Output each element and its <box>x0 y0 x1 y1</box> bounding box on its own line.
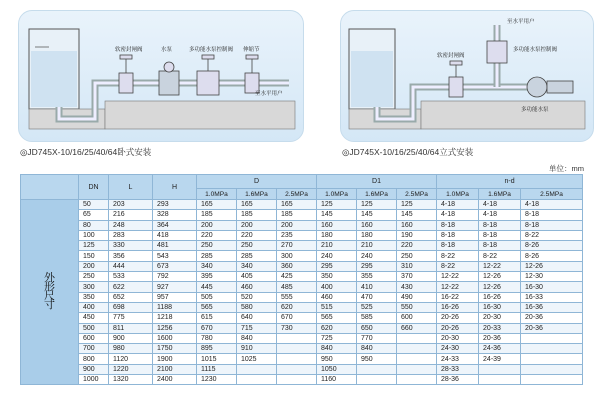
table-cell: 950 <box>357 354 397 364</box>
table-row <box>21 354 583 364</box>
table-cell: 8-18 <box>479 241 521 251</box>
header-dn: DN <box>79 175 109 200</box>
table-cell: 160 <box>397 220 437 230</box>
table-cell: 160 <box>357 220 397 230</box>
table-cell: 216 <box>109 210 153 220</box>
table-cell: 180 <box>357 230 397 240</box>
table-cell: 125 <box>317 200 357 210</box>
table-cell: 715 <box>237 323 277 333</box>
table-cell: 500 <box>79 323 109 333</box>
label-pump-right: 多功能水泵 <box>521 107 549 113</box>
table-cell: 620 <box>277 302 317 312</box>
table-cell: 770 <box>357 333 397 343</box>
table-cell: 16-36 <box>521 302 583 312</box>
table-cell: 1320 <box>109 375 153 385</box>
table-cell: 250 <box>79 272 109 282</box>
table-cell <box>277 354 317 364</box>
table-cell: 895 <box>197 344 237 354</box>
table-cell: 622 <box>109 282 153 292</box>
table-cell: 8-22 <box>437 251 479 261</box>
table-cell: 295 <box>357 261 397 271</box>
table-cell: 670 <box>277 313 317 323</box>
table-row <box>21 200 583 210</box>
table-cell: 520 <box>237 292 277 302</box>
table-cell: 450 <box>79 313 109 323</box>
table-cell: 12-26 <box>479 272 521 282</box>
table-cell: 200 <box>79 261 109 271</box>
table-cell: 203 <box>109 200 153 210</box>
table-cell: 24-36 <box>479 344 521 354</box>
side-label-char: 尺 <box>44 290 55 303</box>
table-cell: 780 <box>197 333 237 343</box>
table-cell: 470 <box>357 292 397 302</box>
table-cell: 125 <box>357 200 397 210</box>
vertical-install-diagram <box>340 10 594 142</box>
label-control-valve-right: 多功能水泵控制阀 <box>513 47 558 53</box>
table-row <box>21 230 583 240</box>
table-cell <box>397 354 437 364</box>
table-cell: 12-26 <box>479 282 521 292</box>
table-cell: 200 <box>197 220 237 230</box>
table-cell: 900 <box>109 333 153 343</box>
table-cell: 1050 <box>317 364 357 374</box>
table-cell: 515 <box>317 302 357 312</box>
horizontal-install-drawing <box>19 11 303 141</box>
table-cell <box>277 333 317 343</box>
table-cell: 20-36 <box>479 333 521 343</box>
table-cell: 295 <box>317 261 357 271</box>
table-cell: 910 <box>237 344 277 354</box>
table-cell: 800 <box>79 354 109 364</box>
table-cell: 565 <box>317 313 357 323</box>
side-label <box>21 200 79 385</box>
table-cell: 220 <box>237 230 277 240</box>
table-cell: 580 <box>237 302 277 312</box>
label-gate-valve-right: 软密封闸阀 <box>437 53 465 59</box>
table-row <box>21 364 583 374</box>
table-cell <box>237 364 277 374</box>
header-d1: D1 <box>317 175 437 189</box>
table-cell: 20-33 <box>479 323 521 333</box>
header-d: D <box>197 175 317 189</box>
table-cell <box>397 344 437 354</box>
table-cell <box>277 375 317 385</box>
side-label-char: 寸 <box>44 299 55 312</box>
table-cell: 24-39 <box>479 354 521 364</box>
table-row <box>21 344 583 354</box>
table-cell <box>521 375 583 385</box>
table-cell: 405 <box>237 272 277 282</box>
table-cell: 65 <box>79 210 109 220</box>
table-cell: 185 <box>277 210 317 220</box>
table-cell: 250 <box>237 241 277 251</box>
table-cell: 481 <box>153 241 197 251</box>
table-cell: 615 <box>197 313 237 323</box>
table-cell: 220 <box>197 230 237 240</box>
table-cell <box>397 333 437 343</box>
table-cell: 1160 <box>317 375 357 385</box>
table-cell: 340 <box>237 261 277 271</box>
table-cell: 950 <box>317 354 357 364</box>
table-row <box>21 220 583 230</box>
table-cell: 550 <box>397 302 437 312</box>
table-cell <box>277 364 317 374</box>
table-cell: 775 <box>109 313 153 323</box>
table-cell: 20-36 <box>521 323 583 333</box>
table-cell: 20-30 <box>437 333 479 343</box>
table-cell: 293 <box>153 200 197 210</box>
table-cell: 840 <box>357 344 397 354</box>
table-cell: 565 <box>197 302 237 312</box>
table-cell: 4-18 <box>479 200 521 210</box>
table-cell: 652 <box>109 292 153 302</box>
table-cell: 300 <box>277 251 317 261</box>
table-cell: 927 <box>153 282 197 292</box>
horizontal-install-caption: ◎JD745X-10/16/25/40/64卧式安装 <box>20 147 152 157</box>
table-cell: 673 <box>153 261 197 271</box>
table-cell: 235 <box>277 230 317 240</box>
table-row <box>21 210 583 220</box>
label-gate-valve: 软密封闸阀 <box>115 47 143 53</box>
pressure-header: 1.0MPa <box>437 189 479 200</box>
table-cell: 4-18 <box>479 210 521 220</box>
table-cell: 4-18 <box>437 200 479 210</box>
table-cell: 330 <box>109 241 153 251</box>
dimension-table <box>20 174 583 385</box>
table-cell: 12-22 <box>437 282 479 292</box>
table-cell: 900 <box>79 364 109 374</box>
unit-label: 单位：mm <box>549 164 584 173</box>
table-cell: 8-18 <box>479 230 521 240</box>
corner-header <box>21 175 79 200</box>
table-cell: 250 <box>197 241 237 251</box>
table-cell: 1900 <box>153 354 197 364</box>
table-cell: 525 <box>357 302 397 312</box>
table-cell <box>521 364 583 374</box>
table-cell: 395 <box>197 272 237 282</box>
side-label-char: 形 <box>44 281 55 294</box>
table-cell: 8-18 <box>437 220 479 230</box>
pressure-header: 1.6MPa <box>479 189 521 200</box>
table-row <box>21 323 583 333</box>
table-cell: 145 <box>317 210 357 220</box>
pressure-header: 1.0MPa <box>197 189 237 200</box>
table-cell <box>277 344 317 354</box>
table-cell: 811 <box>109 323 153 333</box>
table-cell: 980 <box>109 344 153 354</box>
table-cell: 725 <box>317 333 357 343</box>
table-cell: 16-30 <box>479 302 521 312</box>
table-cell: 350 <box>317 272 357 282</box>
table-cell: 4-18 <box>437 210 479 220</box>
table-cell: 418 <box>153 230 197 240</box>
table-cell: 20-26 <box>437 313 479 323</box>
table-cell: 355 <box>357 272 397 282</box>
table-cell: 20-26 <box>437 323 479 333</box>
table-cell: 240 <box>357 251 397 261</box>
table-cell: 620 <box>317 323 357 333</box>
table-cell: 145 <box>357 210 397 220</box>
table-cell: 220 <box>397 241 437 251</box>
table-cell: 16-26 <box>479 292 521 302</box>
table-cell: 285 <box>237 251 277 261</box>
header-l: L <box>109 175 153 200</box>
table-cell: 640 <box>237 313 277 323</box>
table-cell: 210 <box>357 241 397 251</box>
table-cell: 16-22 <box>437 292 479 302</box>
table-cell: 12-22 <box>437 272 479 282</box>
table-cell: 356 <box>109 251 153 261</box>
table-cell: 410 <box>357 282 397 292</box>
table-cell: 285 <box>197 251 237 261</box>
table-cell: 364 <box>153 220 197 230</box>
table-cell: 1000 <box>79 375 109 385</box>
table-cell: 8-22 <box>479 251 521 261</box>
table-cell: 485 <box>277 282 317 292</box>
table-cell: 80 <box>79 220 109 230</box>
table-cell: 8-22 <box>521 230 583 240</box>
table-row <box>21 375 583 385</box>
table-cell: 340 <box>197 261 237 271</box>
header-h: H <box>153 175 197 200</box>
table-cell: 1230 <box>197 375 237 385</box>
table-row <box>21 302 583 312</box>
table-cell: 28-33 <box>437 364 479 374</box>
table-cell: 840 <box>237 333 277 343</box>
table-cell <box>397 364 437 374</box>
table-cell: 505 <box>197 292 237 302</box>
table-cell: 125 <box>397 200 437 210</box>
table-cell <box>357 364 397 374</box>
table-cell: 1015 <box>197 354 237 364</box>
table-cell: 600 <box>79 333 109 343</box>
table-cell: 12-30 <box>521 272 583 282</box>
horizontal-install-diagram <box>18 10 304 142</box>
table-cell: 1218 <box>153 313 197 323</box>
table-cell: 270 <box>277 241 317 251</box>
table-cell: 730 <box>277 323 317 333</box>
table-cell: 200 <box>237 220 277 230</box>
table-cell: 430 <box>397 282 437 292</box>
label-expansion-joint: 伸缩节 <box>243 47 260 53</box>
table-cell: 240 <box>317 251 357 261</box>
table-cell: 585 <box>357 313 397 323</box>
pressure-header: 2.5MPa <box>397 189 437 200</box>
table-cell: 1220 <box>109 364 153 374</box>
table-cell: 165 <box>277 200 317 210</box>
table-cell: 400 <box>79 302 109 312</box>
table-cell <box>521 354 583 364</box>
label-pump: 水泵 <box>161 47 173 53</box>
table-cell: 2400 <box>153 375 197 385</box>
table-row <box>21 272 583 282</box>
table-cell: 1188 <box>153 302 197 312</box>
table-cell <box>479 375 521 385</box>
table-cell: 185 <box>197 210 237 220</box>
table-cell: 16-33 <box>521 292 583 302</box>
table-cell: 100 <box>79 230 109 240</box>
table-cell: 1600 <box>153 333 197 343</box>
table-cell: 555 <box>277 292 317 302</box>
table-cell: 8-18 <box>479 220 521 230</box>
label-to-user-right: 至水平用户 <box>507 19 535 25</box>
table-cell: 20-30 <box>479 313 521 323</box>
table-cell: 490 <box>397 292 437 302</box>
table-cell: 460 <box>237 282 277 292</box>
table-cell: 1120 <box>109 354 153 364</box>
table-cell: 250 <box>397 251 437 261</box>
table-cell: 185 <box>237 210 277 220</box>
table-cell: 425 <box>277 272 317 282</box>
table-cell: 8-18 <box>521 220 583 230</box>
table-cell: 543 <box>153 251 197 261</box>
table-cell: 650 <box>357 323 397 333</box>
table-cell: 400 <box>317 282 357 292</box>
table-cell: 1750 <box>153 344 197 354</box>
label-control-valve: 多功能水泵控制阀 <box>189 47 234 53</box>
table-cell: 16-26 <box>437 302 479 312</box>
table-row <box>21 313 583 323</box>
table-cell: 12-26 <box>521 261 583 271</box>
table-cell: 8-18 <box>521 210 583 220</box>
table-cell: 180 <box>317 230 357 240</box>
table-row <box>21 292 583 302</box>
table-cell: 150 <box>79 251 109 261</box>
table-cell: 12-22 <box>479 261 521 271</box>
table-cell: 20-36 <box>521 313 583 323</box>
side-label-char: 外 <box>44 272 55 285</box>
table-cell <box>397 375 437 385</box>
table-row <box>21 333 583 343</box>
table-cell: 300 <box>79 282 109 292</box>
table-body <box>21 200 583 385</box>
table-cell: 460 <box>317 292 357 302</box>
table-cell: 165 <box>197 200 237 210</box>
table-cell: 248 <box>109 220 153 230</box>
table-cell: 125 <box>79 241 109 251</box>
table-cell: 350 <box>79 292 109 302</box>
table-cell: 310 <box>397 261 437 271</box>
table-cell: 200 <box>277 220 317 230</box>
table-cell: 24-33 <box>437 354 479 364</box>
table-cell: 190 <box>397 230 437 240</box>
table-cell: 444 <box>109 261 153 271</box>
table-cell: 8-18 <box>437 230 479 240</box>
table-cell: 1256 <box>153 323 197 333</box>
vertical-install-drawing <box>341 11 593 141</box>
table-cell: 2100 <box>153 364 197 374</box>
label-to-user: 至水平用户 <box>255 91 283 97</box>
pressure-header: 2.5MPa <box>521 189 583 200</box>
table-cell <box>237 375 277 385</box>
table-cell: 698 <box>109 302 153 312</box>
table-cell: 160 <box>317 220 357 230</box>
table-cell: 370 <box>397 272 437 282</box>
table-cell: 24-30 <box>437 344 479 354</box>
table-cell: 328 <box>153 210 197 220</box>
table-cell: 840 <box>317 344 357 354</box>
table-cell: 8-26 <box>521 251 583 261</box>
table-cell: 50 <box>79 200 109 210</box>
table-cell: 660 <box>397 323 437 333</box>
table-cell <box>521 344 583 354</box>
table-cell: 4-18 <box>521 200 583 210</box>
table-cell: 283 <box>109 230 153 240</box>
table-cell <box>479 364 521 374</box>
table-cell: 8-22 <box>437 261 479 271</box>
table-cell: 145 <box>397 210 437 220</box>
table-cell: 670 <box>197 323 237 333</box>
pressure-header: 1.6MPa <box>237 189 277 200</box>
table-row <box>21 282 583 292</box>
table-cell: 700 <box>79 344 109 354</box>
table-cell: 600 <box>397 313 437 323</box>
table-cell: 792 <box>153 272 197 282</box>
table-cell: 957 <box>153 292 197 302</box>
table-cell: 360 <box>277 261 317 271</box>
header-nd: n-d <box>437 175 583 189</box>
table-row <box>21 241 583 251</box>
table-cell: 28-36 <box>437 375 479 385</box>
table-row <box>21 251 583 261</box>
pressure-header: 1.0MPa <box>317 189 357 200</box>
pressure-header: 1.6MPa <box>357 189 397 200</box>
table-cell: 8-18 <box>437 241 479 251</box>
table-cell: 445 <box>197 282 237 292</box>
table-cell: 16-30 <box>521 282 583 292</box>
table-cell: 1025 <box>237 354 277 364</box>
table-cell <box>521 333 583 343</box>
table-cell: 8-26 <box>521 241 583 251</box>
pressure-header: 2.5MPa <box>277 189 317 200</box>
table-row <box>21 261 583 271</box>
table-cell <box>357 375 397 385</box>
table-cell: 1115 <box>197 364 237 374</box>
vertical-install-caption: ◎JD745X-10/16/25/40/64立式安装 <box>342 147 474 157</box>
table-cell: 533 <box>109 272 153 282</box>
table-cell: 165 <box>237 200 277 210</box>
table-cell: 210 <box>317 241 357 251</box>
